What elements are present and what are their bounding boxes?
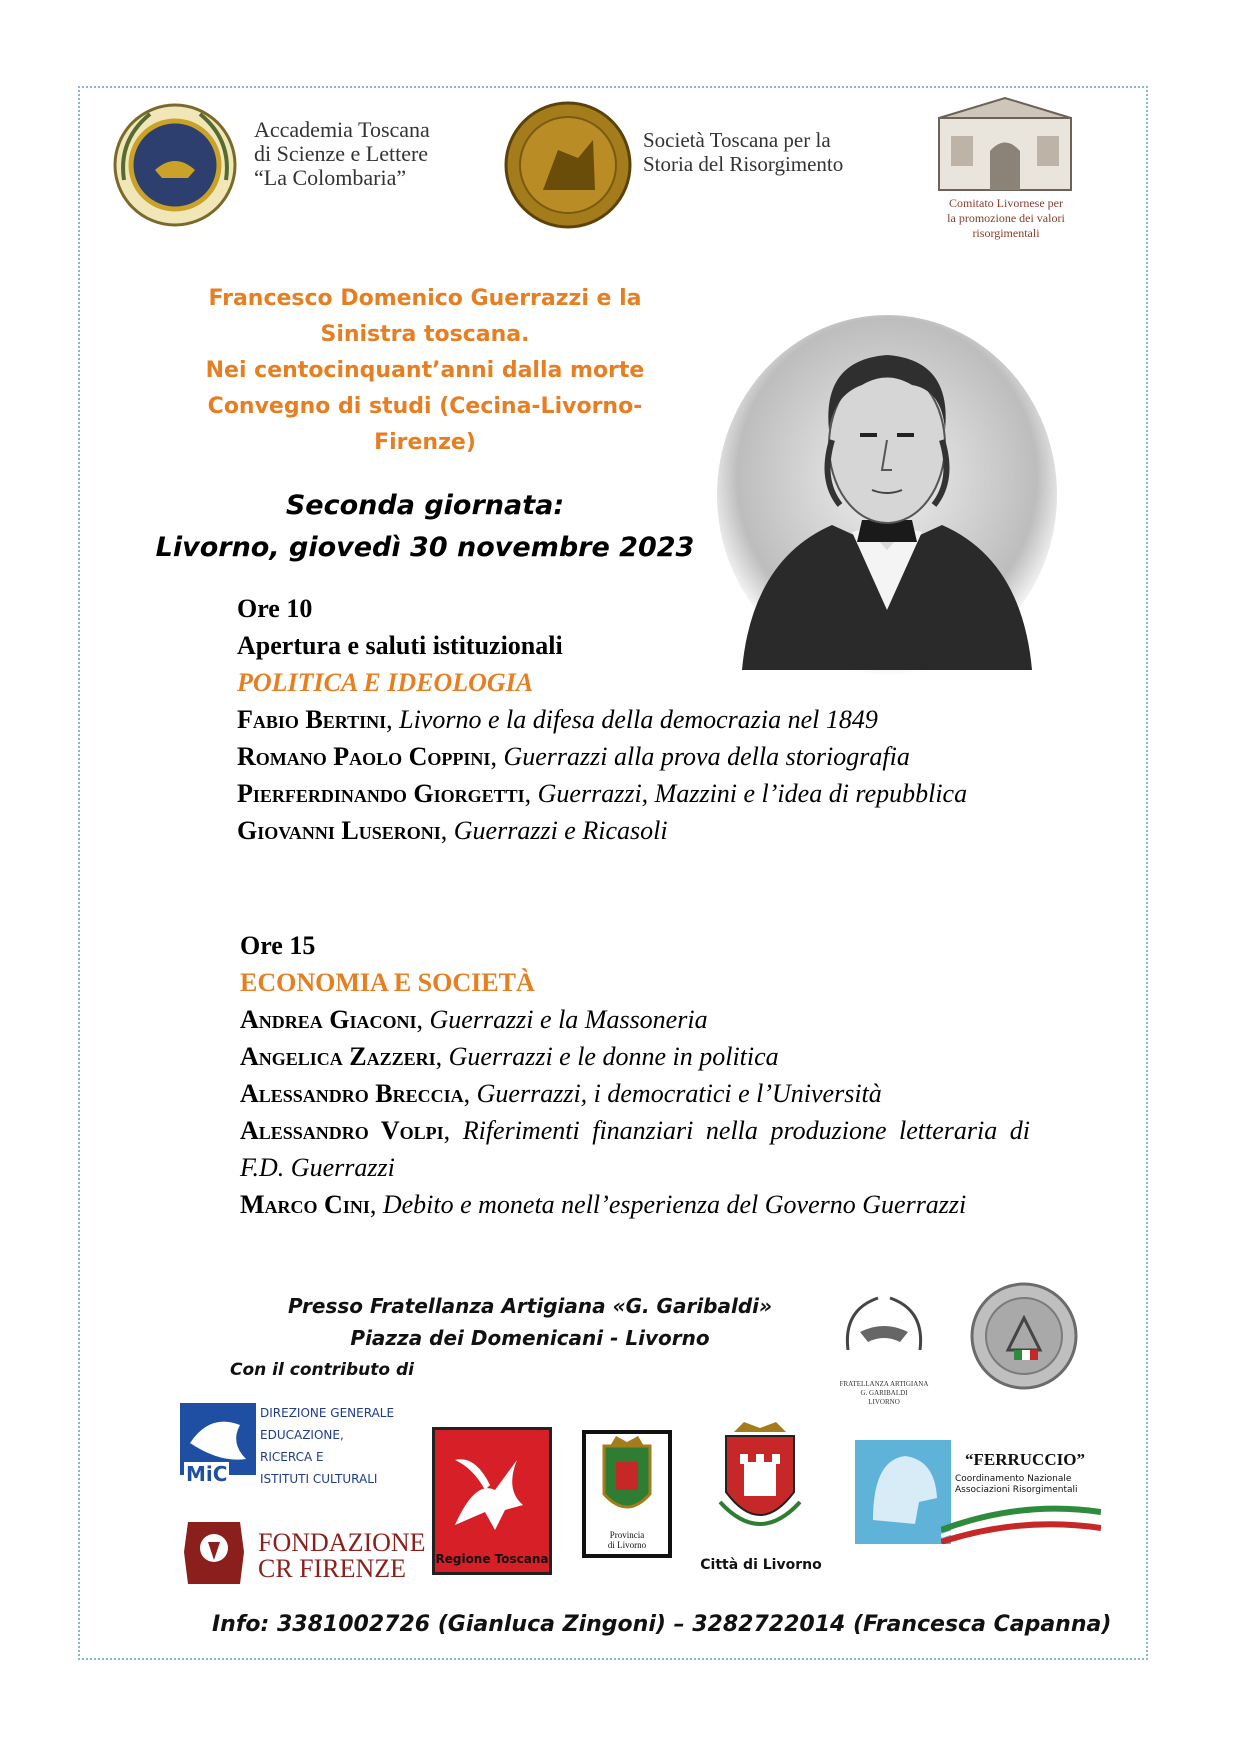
section-politica: POLITICA E IDEOLOGIA — [237, 668, 534, 697]
morning-session — [237, 590, 1030, 849]
ferruccio-logo — [855, 1440, 1101, 1544]
colombaria-name: Accademia Toscana di Scienze e Lettere “La Colombaria” — [254, 117, 430, 190]
talk-entry: Andrea Giaconi, Guerrazzi e la Massoneria — [240, 1005, 708, 1034]
fondazione-label: FONDAZIONE CR FIRENZE — [258, 1528, 426, 1583]
societa-medal-icon — [503, 100, 633, 230]
contribution-label: Con il contributo di — [230, 1360, 414, 1380]
talk-entry: Alessandro Breccia, Guerrazzi, i democratici e l’Università — [240, 1079, 882, 1108]
venue: Presso Fratellanza Artigiana «G. Garibaldi» Piazza dei Domenicani - Livorno — [287, 1294, 773, 1350]
talk-entry: Marco Cini, Debito e moneta nell’esperienza del Governo Guerrazzi — [240, 1190, 967, 1219]
pegasus-icon — [435, 1430, 549, 1548]
afternoon-session — [240, 927, 1030, 1223]
comitato-name: Comitato Livornese per la promozione dei valori risorgimentali — [947, 196, 1065, 240]
conference-title: Francesco Domenico Guerrazzi e la Sinistra toscana. Nei centocinquant’anni dalla morte Convegno di studi (Cecina-Livorno- Firenze) — [205, 286, 645, 455]
talk-entry: Pierferdinando Giorgetti, Guerrazzi, Mazzini e l’idea di repubblica — [237, 779, 968, 808]
mic-abbr: MiC — [186, 1462, 228, 1486]
ferruccio-subtitle: Coordinamento Nazionale Associazioni Risorgimentali — [955, 1474, 1078, 1495]
fondazione-lion-icon — [178, 1512, 250, 1592]
livorno-crest-icon — [712, 1422, 808, 1546]
mic-label: DIREZIONE GENERALE EDUCAZIONE, RICERCA E ISTITUTI CULTURALI — [260, 1406, 395, 1486]
talk-entry: Alessandro Volpi, Riferimenti finanziari nella produzione letteraria di F.D. Guerrazzi — [240, 1116, 1031, 1182]
citta-label: Città di Livorno — [700, 1557, 822, 1573]
afternoon-time: Ore 15 — [240, 931, 316, 960]
opening-label: Apertura e saluti istituzionali — [237, 631, 563, 660]
fratellanza-label: FRATELLANZA ARTIGIANA G. GARIBALDI LIVORNO — [839, 1380, 929, 1406]
provincia-crest-icon — [586, 1434, 668, 1526]
provincia-label: Provincia di Livorno — [607, 1530, 647, 1550]
colombaria-seal-icon — [110, 100, 240, 230]
silver-medal-icon — [970, 1282, 1078, 1390]
talk-entry: Romano Paolo Coppini, Guerrazzi alla prova della storiografia — [237, 742, 910, 771]
talk-entry: Fabio Bertini, Livorno e la difesa della democrazia nel 1849 — [237, 705, 878, 734]
provincia-livorno-logo — [582, 1430, 672, 1558]
ferruccio-name: “FERRUCCIO” — [965, 1450, 1085, 1469]
info-contacts: Info: 3381002726 (Gianluca Zingoni) – 3282722014 (Francesca Capanna) — [212, 1612, 1112, 1637]
comitato-building-icon — [935, 96, 1075, 194]
talk-entry: Angelica Zazzeri, Guerrazzi e le donne in politica — [240, 1042, 779, 1071]
helmet-icon — [855, 1440, 951, 1544]
handshake-wreath-icon — [838, 1290, 930, 1372]
regione-label: Regione Toscana — [435, 1552, 549, 1566]
talk-entry: Giovanni Luseroni, Guerrazzi e Ricasoli — [237, 816, 668, 845]
societa-name: Società Toscana per la Storia del Risorgimento — [643, 128, 844, 176]
day-heading: Seconda giornata: Livorno, giovedì 30 novembre 2023 — [155, 490, 695, 563]
morning-time: Ore 10 — [237, 594, 313, 623]
tricolor-wave-icon — [941, 1500, 1101, 1544]
section-economia: ECONOMIA E SOCIETÀ — [240, 968, 535, 997]
